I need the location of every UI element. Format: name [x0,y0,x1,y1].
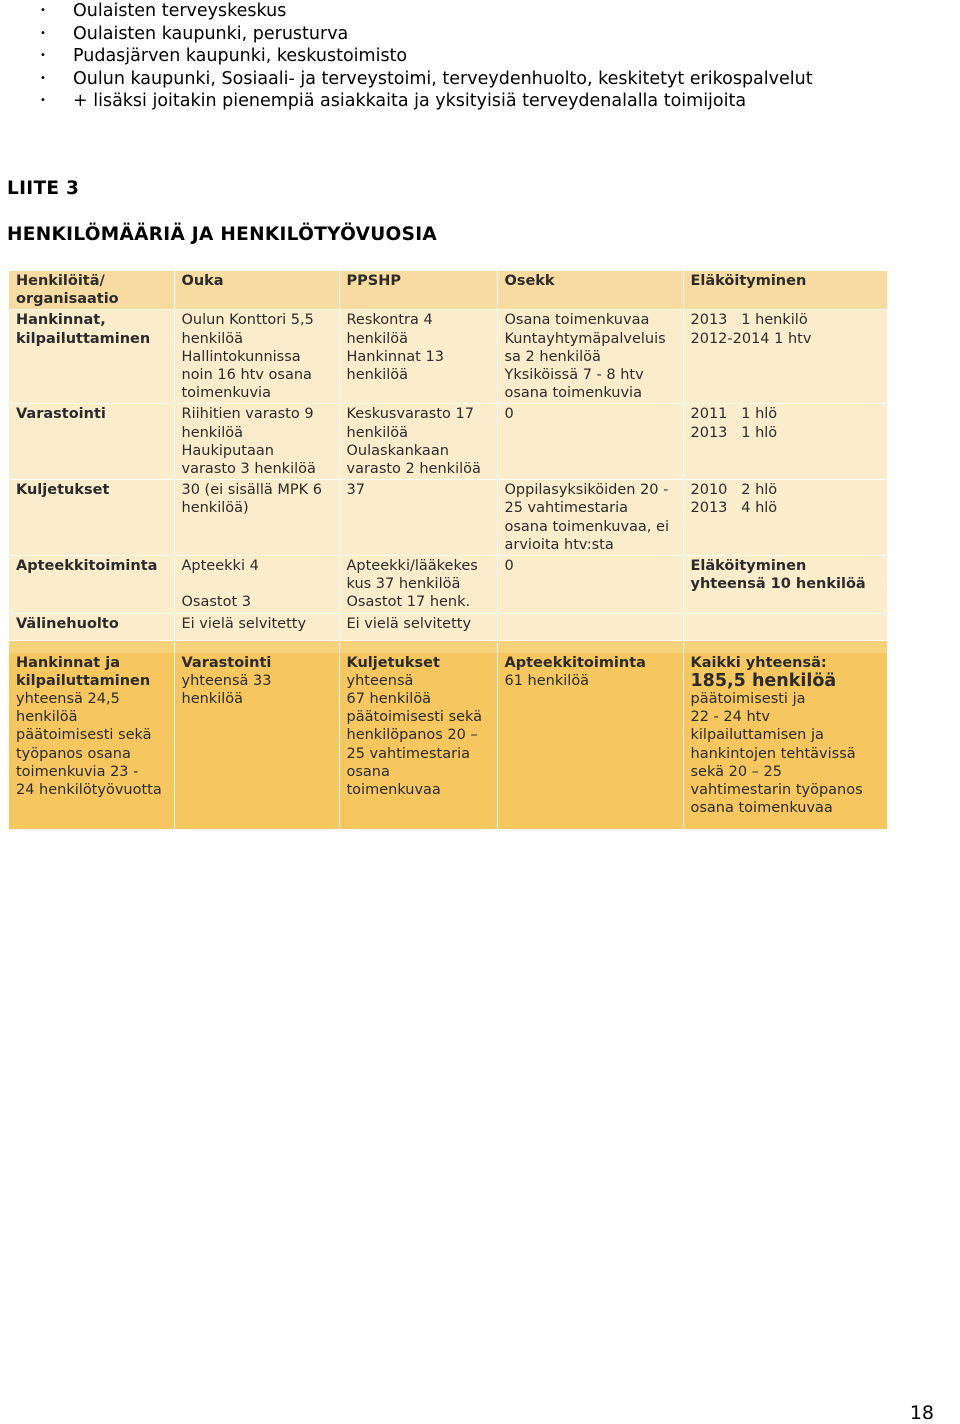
list-item [0,68,960,91]
table-cell: Hankinnat, kilpailuttaminen [9,310,174,404]
header-text: Osekk [504,273,555,289]
page-number: 18 [909,1402,934,1424]
bullet-icon: • [40,50,46,61]
summary-cell [683,653,887,829]
table-row [9,556,887,614]
summary-title: Varastointi [181,654,272,671]
table-cell: 2010 2 hlö 2013 4 hlö [683,480,887,556]
summary-title: Hankinnat ja kilpailuttaminen [16,654,151,689]
table-cell: Ei vielä selvitetty [339,613,497,640]
summary-title: Apteekkitoiminta [504,654,646,671]
table-cell: Varastointi [9,404,174,480]
table-cell: 2013 1 henkilö 2012-2014 1 htv [683,310,887,404]
header-cell [339,271,497,310]
table-cell: 30 (ei sisällä MPK 6 henkilöä) [174,480,339,556]
summary-text: yhteensä 24,5 henkilöä päätoimisesti sekä työpanos osana toimenkuvia 23 - 24 henkilötyövuotta [16,691,162,799]
bullet-icon: • [40,27,46,39]
section-title: HENKILÖMÄÄRIÄ JA HENKILÖTYÖVUOSIA [7,224,438,245]
list-item-text: Oulun kaupunki, Sosiaali- ja terveystoimi, terveydenhuolto, keskitetyt erikospalvelut [73,68,813,89]
header-cell [497,271,683,310]
summary-title: Kaikki yhteensä: [690,654,827,671]
summary-title: Kuljetukset [346,654,440,671]
header-text: Henkilöitä/ organisaatio [16,273,119,308]
appendix-title: LIITE 3 [7,178,80,199]
header-text: PPSHP [346,273,401,289]
list-item [0,0,960,23]
summary-cell [497,653,683,829]
table-cell: 2011 1 hlö 2013 1 hlö [683,404,887,480]
list-item-text: + lisäksi joitakin pienempiä asiakkaita ja yksityisiä terveydenalalla toimijoita [73,91,747,111]
bullet-list [0,0,960,113]
table-row [9,310,887,404]
bullet-icon: • [40,72,46,84]
table-cell: Eläköityminen yhteensä 10 henkilöä [683,556,887,614]
table-row [9,480,887,556]
summary-text: yhteensä 33 henkilöä [181,672,272,708]
table-cell [497,613,683,640]
list-item-text: Oulaisten kaupunki, perusturva [73,23,349,44]
table-cell: Kuljetukset [9,480,174,556]
table-cell: Apteekki 4 Osastot 3 [174,556,339,614]
summary-cell [9,653,174,829]
list-item [0,90,960,113]
summary-row [9,653,887,829]
summary-total: 185,5 henkilöä [690,670,837,691]
table-cell: Ei vielä selvitetty [174,613,339,640]
list-item [0,45,960,68]
bullet-icon: • [40,95,46,106]
table-row [9,404,887,480]
table-row [9,613,887,640]
table-cell: Riihitien varasto 9 henkilöä Haukiputaan varasto 3 henkilöä [174,404,339,480]
summary-text: päätoimisesti ja 22 - 24 htv kilpailuttamisen ja hankintojen tehtävissä sekä 20 – 25 vahtimestarin työpanos osana toimenkuvaa [690,691,863,817]
table-cell: 0 [497,404,683,480]
list-item-text: Pudasjärven kaupunki, keskustoimisto [73,46,408,66]
table-cell: Apteekkitoiminta [9,556,174,614]
table-cell: Apteekki/lääkekes kus 37 henkilöä Osastot 17 henk. [339,556,497,614]
header-text: Eläköityminen [690,273,807,289]
table-cell: Välinehuolto [9,613,174,640]
table-cell: Oppilasyksiköiden 20 - 25 vahtimestaria osana toimenkuvaa, ei arvioita htv:sta [497,480,683,556]
summary-text: 61 henkilöä [504,672,590,689]
table-header-row [9,271,887,310]
summary-cell [174,653,339,829]
table-cell: Oulun Konttori 5,5 henkilöä Hallintokunnissa noin 16 htv osana toimenkuvia [174,310,339,404]
header-cell [174,271,339,310]
list-item-text: Oulaisten terveyskeskus [73,1,287,21]
table-cell: 0 [497,556,683,614]
bullet-icon: • [40,5,46,16]
table-cell: Reskontra 4 henkilöä Hankinnat 13 henkilöä [339,310,497,404]
staff-table-image [9,271,887,818]
list-item [0,23,960,46]
summary-cell [339,653,497,829]
table-cell: 37 [339,480,497,556]
table-cell: Osana toimenkuvaa Kuntayhtymäpalveluis sa 2 henkilöä Yksiköissä 7 - 8 htv osana toimenkuvia [497,310,683,404]
table-separator [9,640,887,653]
staff-table [9,271,887,829]
header-cell [9,271,174,310]
summary-text: yhteensä 67 henkilöä päätoimisesti sekä henkilöpanos 20 – 25 vahtimestaria osana toimenkuvaa [346,672,483,799]
table-cell: Keskusvarasto 17 henkilöä Oulaskankaan varasto 2 henkilöä [339,404,497,480]
header-text: Ouka [181,273,224,289]
table-cell [683,613,887,640]
header-cell [683,271,887,310]
